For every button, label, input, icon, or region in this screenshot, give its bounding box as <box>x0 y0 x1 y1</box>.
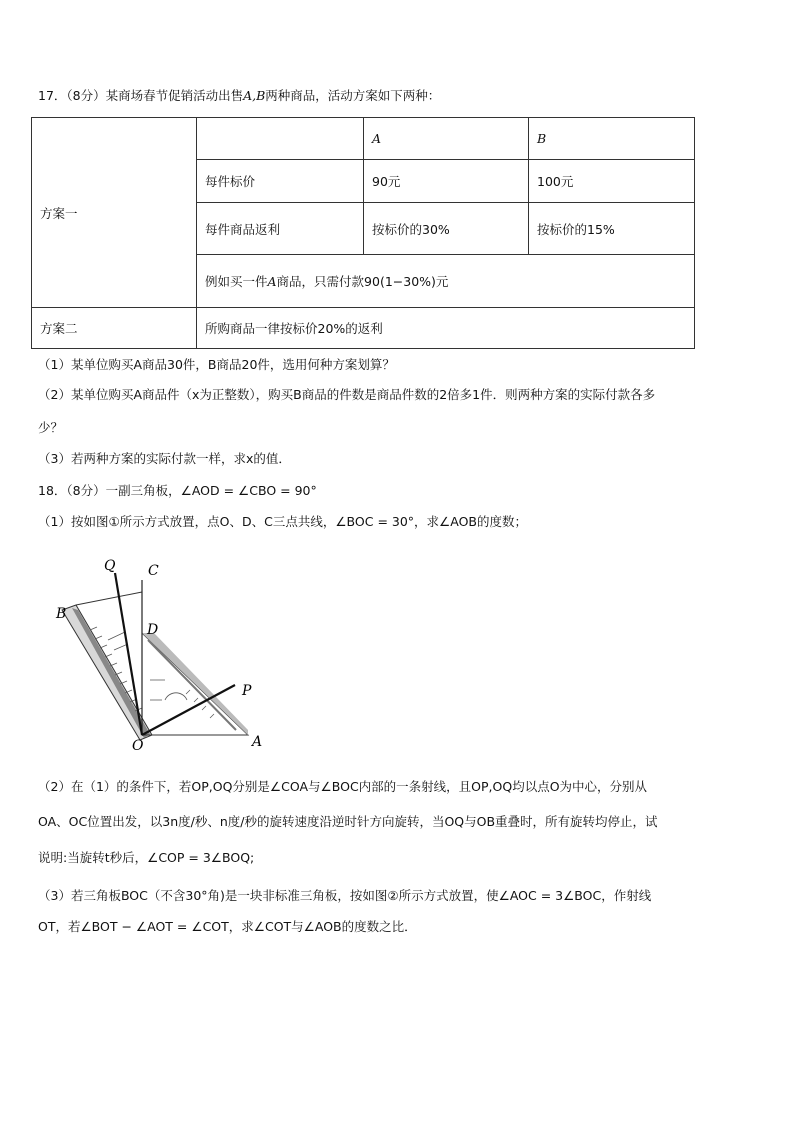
price-b: 100元 <box>529 160 695 203</box>
price-a: 90元 <box>364 160 529 203</box>
rebate-a: 按标价的30% <box>364 203 529 255</box>
rebate-b: 按标价的15% <box>529 203 695 255</box>
plan2-text: 所购商品一律按标价20%的返利 <box>197 308 695 349</box>
row-rebate-label: 每件商品返利 <box>197 203 364 255</box>
q17-part2-line1: （2）某单位购买A商品件（x为正整数），购买B商品的件数是商品件数的2倍多1件．则两种方案的实际付款各多 <box>38 387 656 402</box>
q18-header: 18．（8分）一副三角板，∠AOD = ∠CBO = 90° <box>38 483 317 498</box>
q17-part2-line2: 少？ <box>38 420 64 435</box>
label-a: A <box>252 734 263 750</box>
q18-part1: （1）按如图①所示方式放置，点O、D、C三点共线，∠BOC = 30°，求∠AOB的度数； <box>38 514 528 529</box>
label-q: Q <box>104 558 116 574</box>
example-cell: 例如买一件A商品，只需付款90(1−30%)元 <box>197 255 695 308</box>
ray-op <box>142 685 235 735</box>
q17-part1: （1）某单位购买A商品30件，B商品20件，选用何种方案划算？ <box>38 357 395 372</box>
q18-part2-line3: 说明:当旋转t秒后，∠COP = 3∠BOQ; <box>38 850 255 865</box>
set-square-45 <box>142 633 248 735</box>
col-a-header: A <box>364 118 529 160</box>
col-b-header: B <box>529 118 695 160</box>
figure-1 <box>50 552 280 752</box>
q18-part3-line1: （3）若三角板BOC（不含30°角)是一块非标准三角板，按如图②所示方式放置，使∠AOC = 3∠BOC，作射线 <box>38 888 652 903</box>
label-d: D <box>147 622 159 638</box>
q17-part3: （3）若两种方案的实际付款一样，求x的值． <box>38 451 291 466</box>
plan2-label: 方案二 <box>32 308 197 349</box>
label-c: C <box>148 563 159 579</box>
promotion-table <box>31 117 695 349</box>
label-o: O <box>132 738 144 752</box>
row-price-label: 每件标价 <box>197 160 364 203</box>
label-b: B <box>56 606 67 622</box>
plan1-label: 方案一 <box>32 118 197 308</box>
q17-header: 17．（8分）某商场春节促销活动出售A,B两种商品，活动方案如下两种： <box>38 88 441 103</box>
label-p: P <box>242 683 252 699</box>
q18-part2-line1: （2）在（1）的条件下，若OP,OQ分别是∠COA与∠BOC内部的一条射线，且OP,OQ均以点O为中心，分别从 <box>38 779 648 794</box>
q18-part2-line2: OA、OC位置出发，以3n度/秒、n度/秒的旋转速度沿逆时针方向旋转，当OQ与OB重叠时，所有旋转均停止，试 <box>38 814 658 829</box>
q18-part3-line2: OT，若∠BOT − ∠AOT = ∠COT，求∠COT与∠AOB的度数之比． <box>38 919 417 934</box>
